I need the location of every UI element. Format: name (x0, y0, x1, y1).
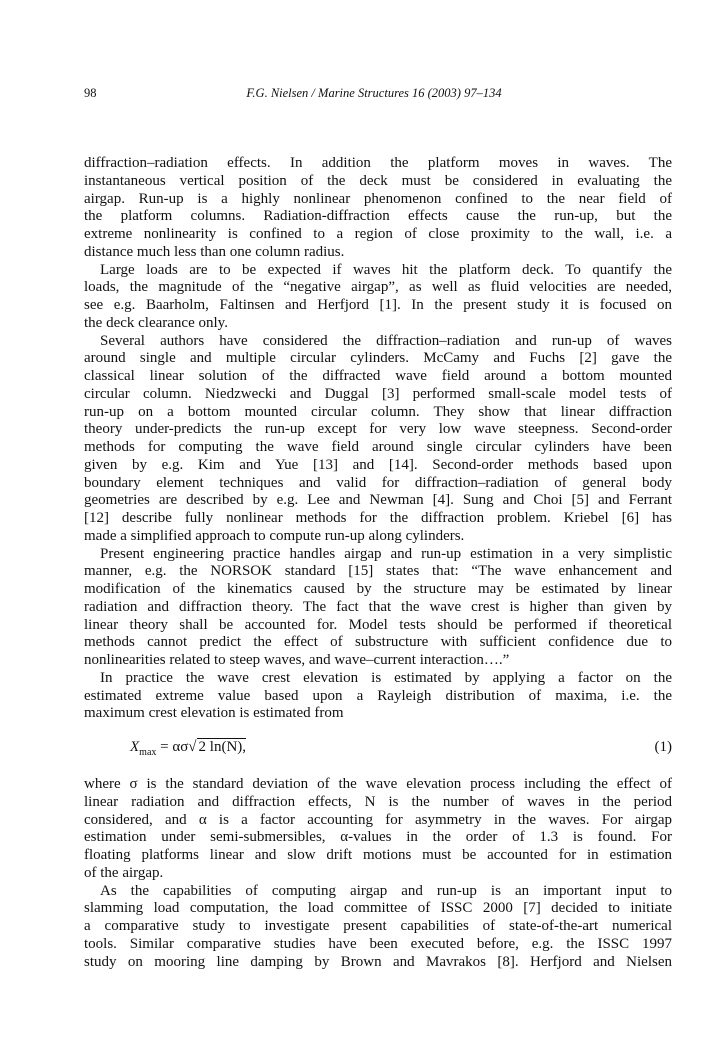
equation-formula (130, 739, 246, 762)
text-line: methods for computing the wave field around single circular cylinders have been (84, 439, 672, 455)
text-line: maximum crest elevation is estimated from (84, 705, 344, 722)
text-line: where σ is the standard deviation of the wave elevation process including the effect of (84, 776, 672, 792)
body-text (84, 155, 672, 971)
paragraph (84, 670, 672, 723)
text-line: the deck clearance only. (84, 314, 228, 331)
text-line: In practice the wave crest elevation is estimated by applying a factor on the (100, 669, 672, 686)
text-line: distance much less than one column radius. (84, 243, 345, 260)
text-line: manner, e.g. the NORSOK standard [15] states that: “The wave enhancement and (84, 563, 672, 580)
paragraph (84, 883, 672, 972)
text-line: study on mooring line damping by Brown and Mavrakos [8]. Herfjord and Nielsen (84, 953, 672, 970)
paragraphs-after-equation (84, 776, 672, 971)
paragraph (84, 546, 672, 670)
text-line: Large loads are to be expected if waves hit the platform deck. To quantify the (100, 261, 672, 278)
page-number: 98 (84, 86, 97, 100)
text-line: floating platforms linear and slow drift motions must be accounted for in estimation (84, 847, 672, 863)
text-line: loads, the magnitude of the “negative airgap”, as well as fluid velocities are needed, (84, 279, 672, 296)
text-line: geometries are described by e.g. Lee and Newman [4]. Sung and Choi [5] and Ferrant (84, 492, 672, 509)
sqrt-sign: √ (188, 739, 197, 755)
text-line: theory under-predicts the run-up except for very low wave steepness. Second-order (84, 421, 672, 438)
text-line: run-up on a bottom mounted circular column. They show that linear diffraction (84, 403, 672, 420)
text-line: circular column. Niedzwecki and Duggal [3] performed small-scale model tests of (84, 385, 672, 402)
equation-number: (1) (654, 739, 672, 755)
text-line: considered, and α is a factor accounting for asymmetry in the waves. For airgap (84, 811, 672, 828)
text-line: linear radiation and diffraction effects, N is the number of waves in the period (84, 793, 672, 810)
text-line: modification of the kinematics caused by the structure may be estimated by linear (84, 581, 672, 597)
text-line: of the airgap. (84, 864, 164, 881)
text-line: classical linear solution of the diffracted wave field around a bottom mounted (84, 368, 672, 384)
paragraph (84, 776, 672, 883)
text-line: made a simplified approach to compute run-up along cylinders. (84, 527, 465, 544)
text-line: tools. Similar comparative studies have been executed before, e.g. the ISSC 1997 (84, 935, 672, 952)
text-line: nonlinearities related to steep waves, and wave–current interaction….” (84, 652, 510, 668)
text-line: instantaneous vertical position of the deck must be considered in evaluating the (84, 172, 672, 189)
text-line: airgap. Run-up is a highly nonlinear phenomenon confined to the near field of (84, 190, 672, 207)
text-line: extreme nonlinearity is confined to a region of close proximity to the wall, i.e. a (84, 226, 672, 242)
equation-1 (84, 723, 672, 776)
text-line: estimated extreme value based upon a Rayleigh distribution of maxima, i.e. the (84, 687, 672, 704)
text-line: diffraction–radiation effects. In addition the platform moves in waves. The (84, 155, 672, 171)
text-line: around single and multiple circular cylinders. McCamy and Fuchs [2] gave the (84, 350, 672, 367)
equation-radicand: 2 ln(N), (198, 739, 247, 755)
equation-subscript: max (139, 747, 157, 758)
text-line: methods cannot predict the effect of substructure with sufficient confidence due to (84, 634, 672, 651)
equation-lhs: X (130, 739, 140, 755)
text-line: Several authors have considered the diffraction–radiation and run-up of waves (100, 332, 672, 349)
paragraphs-before-equation (84, 155, 672, 723)
text-line: boundary element techniques and valid for diffraction–radiation of general body (84, 474, 672, 491)
text-line: estimation under semi-submersibles, α-values in the order of 1.3 is found. For (84, 829, 672, 846)
text-line: Present engineering practice handles airgap and run-up estimation in a very simplistic (100, 545, 672, 562)
equation-rhs: = ασ (156, 739, 189, 755)
text-line: radiation and diffraction theory. The fact that the wave crest is higher than given by (84, 598, 672, 615)
running-header (84, 86, 672, 104)
text-line: [12] describe fully nonlinear methods for the diffraction problem. Kriebel [6] has (84, 510, 672, 526)
paragraph (84, 333, 672, 546)
text-line: the platform columns. Radiation-diffraction effects cause the run-up, but the (84, 208, 672, 225)
text-line: given by e.g. Kim and Yue [13] and [14]. Second-order methods based upon (84, 456, 672, 473)
running-title: F.G. Nielsen / Marine Structures 16 (2003) 97–134 (246, 86, 502, 100)
text-line: a comparative study to investigate present capabilities of state-of-the-art numerical (84, 918, 672, 934)
text-line: linear theory shall be accounted for. Model tests should be performed if theoretical (84, 616, 672, 633)
text-line: As the capabilities of computing airgap and run-up is an important input to (100, 882, 672, 899)
text-line: slamming load computation, the load committee of ISSC 2000 [7] decided to initiate (84, 900, 672, 917)
text-line: see e.g. Baarholm, Faltinsen and Herfjord [1]. In the present study it is focused on (84, 297, 672, 313)
paragraph (84, 155, 672, 262)
paragraph (84, 262, 672, 333)
